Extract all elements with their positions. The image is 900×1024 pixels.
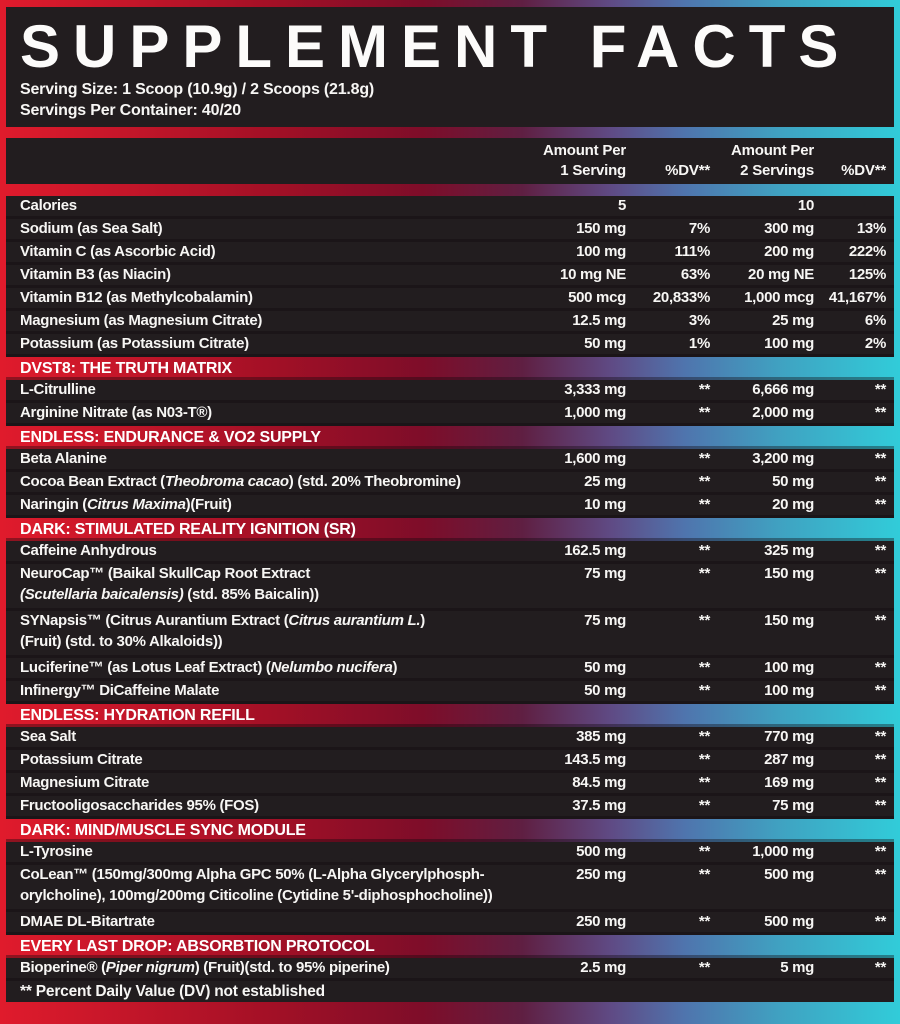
dv-2-servings: 2%: [864, 335, 886, 352]
dv-2-servings: **: [874, 913, 886, 930]
panel-title: SUPPLEMENT FACTS: [20, 13, 852, 80]
dv-2-servings: 6%: [864, 312, 886, 329]
dv-1-serving: **: [698, 866, 710, 883]
dv-1-serving: 20,833%: [652, 289, 710, 306]
amount-per-2-servings: 5 mg: [780, 959, 814, 976]
table-row: [6, 541, 894, 564]
servings-per-container: Servings Per Container: 40/20: [20, 102, 241, 119]
dv-2-servings: [814, 196, 886, 216]
table-row: [6, 196, 894, 219]
dv-1-serving: **: [698, 959, 710, 976]
amount-per-2-servings: 287 mg: [764, 751, 814, 768]
table-row: [6, 495, 894, 518]
dv-1-serving: **: [698, 473, 710, 490]
ingredient-name: Magnesium Citrate: [20, 774, 150, 791]
amount-per-1-serving: 3,333 mg: [564, 381, 626, 398]
amount-per-2-servings: 20 mg: [772, 496, 814, 513]
dv-1-serving: **: [698, 565, 710, 582]
amount-per-2-servings: 300 mg: [764, 220, 814, 237]
amount-per-1-serving: 1,000 mg: [564, 404, 626, 421]
title-block: [6, 7, 894, 127]
ingredient-name: Naringin (Citrus Maxima)(Fruit): [20, 496, 232, 513]
dv-2-servings: **: [874, 659, 886, 676]
ingredient-name: Bioperine® (Piper nigrum) (Fruit)(std. to 95% piperine): [20, 959, 390, 976]
ingredient-name: Luciferine™ (as Lotus Leaf Extract) (Nelumbo nucifera): [20, 659, 398, 676]
dv-1-serving: **: [698, 542, 710, 559]
table-row: [6, 611, 894, 658]
amount-per-2-servings: 325 mg: [764, 542, 814, 559]
col-header-dv-2-servings: %DV**: [841, 162, 886, 179]
ingredient-name: DMAE DL-Bitartrate: [20, 913, 155, 930]
dv-1-serving: **: [698, 843, 710, 860]
dv-2-servings: **: [874, 473, 886, 490]
amount-per-2-servings: 1,000 mg: [752, 843, 814, 860]
ingredient-name: L-Citrulline: [20, 381, 96, 398]
table-row: [6, 750, 894, 773]
ingredient-name: Fructooligosaccharides 95% (FOS): [20, 797, 259, 814]
amount-per-1-serving: 75 mg: [584, 565, 626, 582]
dv-2-servings: **: [874, 866, 886, 883]
table-row: [6, 403, 894, 426]
section-header: EVERY LAST DROP: ABSORBTION PROTOCOL: [6, 935, 894, 958]
section-header: DARK: STIMULATED REALITY IGNITION (SR): [6, 518, 894, 541]
table-row: [6, 727, 894, 750]
ingredient-name-continued: (Fruit) (std. to 30% Alkaloids)): [20, 633, 223, 650]
amount-per-1-serving: 250 mg: [576, 866, 626, 883]
amount-per-2-servings: 500 mg: [764, 913, 814, 930]
dv-1-serving: [626, 196, 710, 216]
dv-1-serving: **: [698, 404, 710, 421]
ingredient-name: NeuroCap™ (Baikal SkullCap Root Extract: [20, 565, 311, 582]
dv-2-servings: **: [874, 381, 886, 398]
table-row: [6, 958, 894, 981]
section-header: ENDLESS: ENDURANCE & VO2 SUPPLY: [6, 426, 894, 449]
col-header-spacer: [20, 141, 516, 181]
dv-2-servings: 222%: [848, 243, 886, 260]
footnote: ** Percent Daily Value (DV) not established: [6, 981, 894, 1002]
dv-2-servings: **: [874, 751, 886, 768]
amount-per-2-servings: 200 mg: [764, 243, 814, 260]
table-row: [6, 564, 894, 611]
amount-per-2-servings: 169 mg: [764, 774, 814, 791]
ingredient-name: Vitamin B3 (as Niacin): [20, 266, 171, 283]
ingredient-name: Calories: [20, 197, 77, 214]
facts-table: [6, 196, 894, 981]
ingredient-name: Infinergy™ DiCaffeine Malate: [20, 682, 220, 699]
dv-1-serving: **: [698, 797, 710, 814]
serving-size: Serving Size: 1 Scoop (10.9g) / 2 Scoops (21.8g): [20, 81, 375, 98]
dv-1-serving: 3%: [688, 312, 710, 329]
amount-per-2-servings: 100 mg: [764, 659, 814, 676]
column-headers: [6, 138, 894, 184]
col-header-amount-1-serving: Amount Per 1 Serving: [542, 142, 626, 179]
table-row: [6, 311, 894, 334]
ingredient-name-continued: orylcholine), 100mg/200mg Citicoline (Cytidine 5'-diphosphocholine)): [20, 887, 493, 904]
table-row: [6, 773, 894, 796]
dv-2-servings: **: [874, 959, 886, 976]
dv-2-servings: 41,167%: [828, 289, 886, 306]
amount-per-2-servings: 20 mg NE: [748, 266, 814, 283]
amount-per-1-serving: 50 mg: [584, 659, 626, 676]
amount-per-1-serving: 75 mg: [584, 612, 626, 629]
dv-2-servings: **: [874, 797, 886, 814]
ingredient-name: Potassium (as Potassium Citrate): [20, 335, 249, 352]
amount-per-2-servings: 50 mg: [772, 473, 814, 490]
amount-per-2-servings: 100 mg: [764, 682, 814, 699]
dv-2-servings: 125%: [848, 266, 886, 283]
dv-1-serving: **: [698, 496, 710, 513]
amount-per-1-serving: 37.5 mg: [572, 797, 626, 814]
dv-2-servings: **: [874, 774, 886, 791]
section-header: DARK: MIND/MUSCLE SYNC MODULE: [6, 819, 894, 842]
ingredient-name: Vitamin B12 (as Methylcobalamin): [20, 289, 253, 306]
table-row: [6, 912, 894, 935]
amount-per-1-serving: 10 mg: [584, 496, 626, 513]
dv-2-servings: **: [874, 843, 886, 860]
table-row: [6, 265, 894, 288]
ingredient-name: L-Tyrosine: [20, 843, 93, 860]
amount-per-2-servings: 150 mg: [764, 565, 814, 582]
ingredient-name: CoLean™ (150mg/300mg Alpha GPC 50% (L-Alpha Glycerylphosph-: [20, 866, 485, 883]
dv-2-servings: **: [874, 682, 886, 699]
amount-per-2-servings: 100 mg: [764, 335, 814, 352]
dv-1-serving: **: [698, 751, 710, 768]
amount-per-2-servings: 75 mg: [772, 797, 814, 814]
dv-1-serving: **: [698, 682, 710, 699]
dv-1-serving: 63%: [680, 266, 710, 283]
table-row: [6, 288, 894, 311]
amount-per-2-servings: 2,000 mg: [752, 404, 814, 421]
amount-per-2-servings: 6,666 mg: [752, 381, 814, 398]
table-row: [6, 681, 894, 704]
dv-1-serving: **: [698, 728, 710, 745]
dv-1-serving: **: [698, 381, 710, 398]
table-row: [6, 472, 894, 495]
table-row: [6, 865, 894, 912]
dv-2-servings: 13%: [856, 220, 886, 237]
table-row: [6, 842, 894, 865]
col-header-amount-2-servings: Amount Per 2 Servings: [730, 142, 814, 179]
ingredient-name: Arginine Nitrate (as N03-T®): [20, 404, 212, 421]
amount-per-1-serving: 84.5 mg: [572, 774, 626, 791]
amount-per-2-servings: 1,000 mcg: [744, 289, 814, 306]
dv-2-servings: **: [874, 728, 886, 745]
dv-1-serving: **: [698, 774, 710, 791]
table-row: [6, 334, 894, 357]
amount-per-2-servings: 150 mg: [764, 612, 814, 629]
ingredient-name: Caffeine Anhydrous: [20, 542, 157, 559]
amount-per-2-servings: 10: [797, 197, 814, 214]
amount-per-1-serving: 1,600 mg: [564, 450, 626, 467]
amount-per-1-serving: 25 mg: [584, 473, 626, 490]
table-row: [6, 658, 894, 681]
amount-per-1-serving: 143.5 mg: [564, 751, 626, 768]
table-row: [6, 380, 894, 403]
amount-per-1-serving: 50 mg: [584, 682, 626, 699]
amount-per-2-servings: 3,200 mg: [752, 450, 814, 467]
ingredient-name: Sodium (as Sea Salt): [20, 220, 163, 237]
amount-per-1-serving: 12.5 mg: [572, 312, 626, 329]
amount-per-1-serving: 2.5 mg: [580, 959, 626, 976]
amount-per-1-serving: 10 mg NE: [560, 266, 626, 283]
ingredient-name: Vitamin C (as Ascorbic Acid): [20, 243, 216, 260]
dv-2-servings: **: [874, 450, 886, 467]
ingredient-name-continued: (Scutellaria baicalensis) (std. 85% Baicalin)): [20, 586, 319, 603]
dv-1-serving: 111%: [674, 243, 710, 260]
dv-1-serving: **: [698, 913, 710, 930]
ingredient-name: Cocoa Bean Extract (Theobroma cacao) (std. 20% Theobromine): [20, 473, 461, 490]
section-header: DVST8: THE TRUTH MATRIX: [6, 357, 894, 380]
dv-1-serving: 1%: [688, 335, 710, 352]
ingredient-name: Sea Salt: [20, 728, 76, 745]
section-header: ENDLESS: HYDRATION REFILL: [6, 704, 894, 727]
dv-2-servings: **: [874, 612, 886, 629]
ingredient-name: Magnesium (as Magnesium Citrate): [20, 312, 263, 329]
amount-per-1-serving: 50 mg: [584, 335, 626, 352]
dv-2-servings: **: [874, 542, 886, 559]
amount-per-1-serving: 385 mg: [576, 728, 626, 745]
amount-per-1-serving: 500 mg: [576, 843, 626, 860]
table-row: [6, 449, 894, 472]
col-header-dv-1-serving: %DV**: [665, 162, 710, 179]
ingredient-name: Beta Alanine: [20, 450, 107, 467]
amount-per-1-serving: 250 mg: [576, 913, 626, 930]
dv-1-serving: **: [698, 659, 710, 676]
ingredient-name: SYNapsis™ (Citrus Aurantium Extract (Citrus aurantium L.): [20, 612, 425, 629]
dv-1-serving: **: [698, 612, 710, 629]
amount-per-1-serving: 5: [617, 197, 626, 214]
ingredient-name: Potassium Citrate: [20, 751, 143, 768]
amount-per-1-serving: 100 mg: [576, 243, 626, 260]
dv-1-serving: 7%: [688, 220, 710, 237]
table-row: [6, 242, 894, 265]
table-row: [6, 796, 894, 819]
table-row: [6, 219, 894, 242]
amount-per-2-servings: 500 mg: [764, 866, 814, 883]
dv-1-serving: **: [698, 450, 710, 467]
dv-2-servings: **: [874, 404, 886, 421]
amount-per-1-serving: 150 mg: [576, 220, 626, 237]
dv-2-servings: **: [874, 565, 886, 582]
amount-per-1-serving: 162.5 mg: [564, 542, 626, 559]
dv-2-servings: **: [874, 496, 886, 513]
amount-per-1-serving: 500 mcg: [568, 289, 626, 306]
amount-per-2-servings: 25 mg: [772, 312, 814, 329]
amount-per-2-servings: 770 mg: [764, 728, 814, 745]
